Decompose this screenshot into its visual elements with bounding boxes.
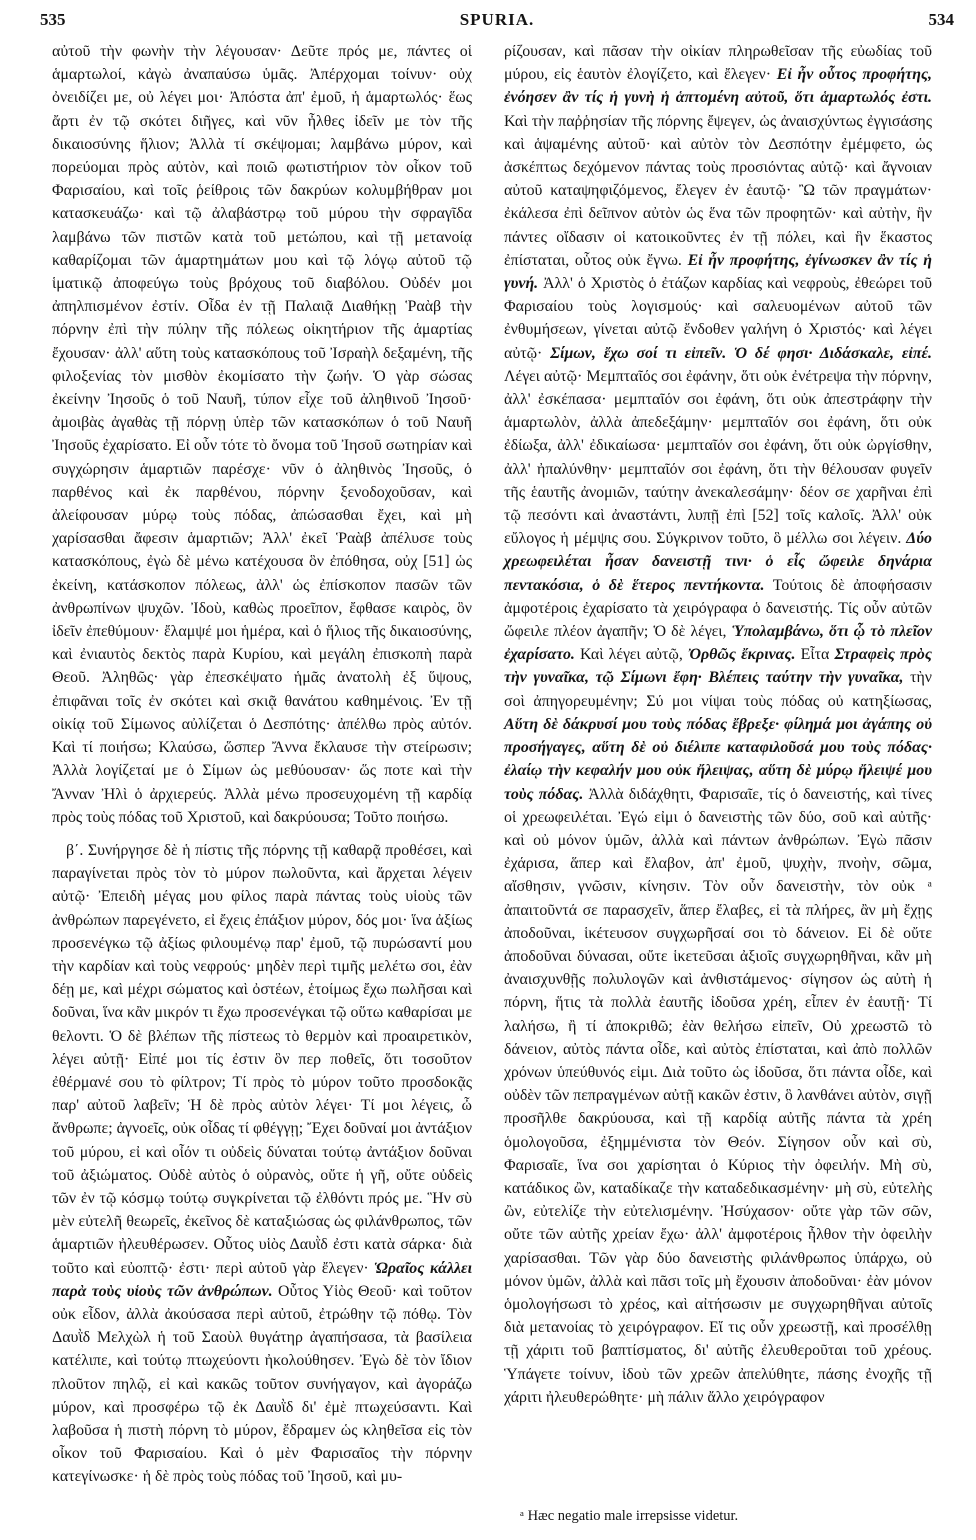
page-number-left: 535: [40, 10, 66, 29]
psalm-quote: Ὡραῖος κάλλει παρὰ τοὺς υἱοὺς τῶν ἀνθρώπων.: [52, 1259, 472, 1300]
left-column: [52, 40, 472, 1489]
text-run: ρίζουσαν, καὶ πᾶσαν τὴν οἰκίαν πληρωθεῖσαν τῆς εὐωδίας τοῦ μύρου, εἰς ἑαυτὸν ἐλογίζετο, καὶ ἔλεγεν·: [504, 43, 932, 84]
right-paragraph-1: [504, 40, 932, 1409]
text-run: Ἀλλὰ διδάχθητι, Φαρισαῖε, τίς ὁ δανειστής, καὶ τίνες οἱ χρεωφειλέται. Ἐγώ εἰμι ὁ δανειστὴς τῶν δύο, σοῦ καὶ αὐτῆς· καὶ οὐ μόνον ὑμῶν, ἀλλὰ καὶ πάντων ἀνθρώπων. Ἐγὼ πᾶσιν ἐχάρισα, ἅπερ καὶ ἔλαβον, ἀπ' ἐμοῦ, ψυχὴν, πνοὴν, σῶμα, αἴσθησιν, γνῶσιν, κίνησιν. Τὸν οὖν δανειστὴν, τὸν οὐκ ᵃ ἀπαιτοῦντά σε παρασχεῖν, ἅπερ ἔλαβες, εἰ τὰ πλήρες, ἂν μὴ ἔχῃς ἀποδοῦναι, ἱκέτευσον συγχωρῆσαί σοι τὸ δάνειον. Εἰ δὲ οὔτε ἀποδοῦναι δύνασαι, οὔτε ἱκετεῦσαι ἀξιοῖς συγχωρηθῆναι, κἂν μὴ ἀναισχυνθῇς πολυλογῶν καὶ ἀνθιστάμενος· σίγησον ὡς αὐτὴ ἡ πόρνη, ἥτις τὰ πολλὰ ἑαυτῆς ἰδοῦσα χρέη, εἶπεν ἐν ἑαυτῇ· Τί λαλήσω, ἢ τί ἀποκριθῶ; ἐὰν θελήσω εἰπεῖν, Οὐ χρεωστῶ τὸ δάνειον, αὐτὸς πάντα οἶδε, καὶ αὐτὸς ἐπίσταται, καὶ ἀπὸ πολλῶν χρόνων ὑπεύθυνός εἰμι. Διὰ τοῦτο ὡς ἰδοῦσα, ὅτι πάντα οἶδε, καὶ οὐδὲν τῶν πεπραγμένων αὐτῇ κακῶν ἐστιν, ὃ λανθάνει αὐτὸν, σιγῇ προσῆλθε δακρύουσα, καὶ τῇ καρδίᾳ αὐτῆς πάντα τὰ χρέη ὁμολογοῦσα, ἐξημμένιστα τὸν Θεόν. Σίγησον οὖν καὶ σὺ, Φαρισαῖε, ἵνα σοι χαρίσηται ὁ Κύριος τὴν ὀφειλήν. Μὴ σὺ, κατάδικος ὢν, καταδίκαζε τὴν καταδεδικασμένην· μὴ σὺ, εὐτελὴς ὢν, εὐτελίζε τὴν εὐτελισμένην. Ἠσύχασον· οὔτε γὰρ τῶν σῶν, οὔτε τῶν αὐτῆς χρείαν ἔχω· ἀλλ' ἀμφοτέροις ἦλθον τὴν ὀφειλὴν χαρίσασθαι. Τῶν γὰρ δύο δανειστὴς φιλάνθρωπος ὑπάρχω, οὐ μόνον ὑμῶν, ἀλλὰ καὶ πᾶσι τοῖς μὴ ἔχουσιν ἀποδοῦναι· ἐὰν μόνον ὁμολογήσωσι τὸ χρέος, καὶ αἰτήσωσιν με συγχωρηθῆναι αὐτοῖς διὰ μετανοίας τὸ χειρόγραφον. Εἴ τις οὖν χρεωστῇ, καὶ προσέλθῃ τῇ χάριτι τοῦ βαπτίσματος, δι' αὐτῆς ἐλευθεροῦται τοῦ χρέους. Ὑπάγετε τοίνυν, ἰδοὺ τῶν χρεῶν ἀπελύθητε, πάσης ἐνοχῆς τῇ χάριτι ἠλευθερώθητε· μὴ πάλιν ἄλλο χειρόγραφον: [504, 785, 932, 1406]
text-run: Καὶ τὴν παῤῥησίαν τῆς πόρνης ἔψεγεν, ὡς ἀναισχύντως ἐγγισάσης καὶ ἁψαμένης αὐτοῦ· καὶ αὐτὸν τὸν Δεσπότην ἐμέμφετο, ὡς ἀσκέπτως δεχόμενον πάντας τοὺς προσιόντας αὐτῷ· καὶ ἄγνοιαν αὐτοῦ καταψηφιζόμενος, ἔλεγεν ἐν ἑαυτῷ· Ὢ τῶν πραγμάτων· ἐκάλεσα ἐπὶ δεῖπνον αὐτὸν ὡς ἕνα τῶν προφητῶν· καὶ αὐτὴν, ἣν πάντες οἴδασιν οἱ κατοικοῦντες ἐν τῇ πόλει, καὶ ἣν ἕκαστος ἐπίσταται, οὗτος οὐκ ἔγνω.: [504, 112, 932, 269]
left-paragraph-1: αὐτοῦ τὴν φωνὴν τὴν λέγουσαν· Δεῦτε πρός με, πάντες οἱ ἁμαρτωλοί, κἀγὼ ἀναπαύσω ὑμᾶς. Ἀπέρχομαι τοίνυν· οὐχ ὀνειδίζει με, οὐ λέγει μοι· Ἀπόστα ἀπ' ἐμοῦ, ἡ ἁμαρτωλός· ἕως ἄρτι ἐν τῷ σκότει διῆγες, καὶ νῦν ἦλθες ἰδεῖν με τὸν τῆς δικαιοσύνης ἥλιον; Ἀλλὰ τί σκέψομαι; λαμβάνω μύρον, καὶ πορεύομαι πρὸς αὐτὸν, καὶ ποιῶ φωτιστήριον τὸν οἶκον τοῦ Φαρισαίου, καὶ τοῖς ῥείθροις τῶν δακρύων κολυμβήθραν μοι κατασκευάζω· καὶ τῷ ἀλαβάστρῳ τοῦ μύρου τὴν σφραγῖδα λαμβάνω τῶν πιστῶν κατὰ τοῦ μετώπου, καὶ τῇ μετανοίᾳ καθαρίζομαι τῶν ἁμαρτημάτων μου καὶ τῷ λόγῳ αὐτοῦ τῷ ἱματικῷ ἀποφεύγω τοὺς βρόχους τοῦ διαβόλου. Οὐδέν μοι ἀπηλπισμένον ἐστίν. Οἶδα ἐν τῇ Παλαιᾷ Διαθήκῃ Ῥαὰβ τὴν πόρνην ἐπὶ τὴν πύλην τῆς πόλεως οἰκητήριον τῆς ἁμαρτίας ἔχουσαν· ἀλλ' αὕτη τοὺς κατασκόπους τοῦ Ἰσραὴλ δεξαμένη, τῆς φιλοξενίας τὸν μισθὸν ἐκομίσατο τὴν ζωήν. Ὁ γὰρ σώσας ἐκείνην Ἰησοῦς ὁ τοῦ Ναυῆ, τύπον εἶχε τοῦ ἀληθινοῦ Ἰησοῦ· ἀμοιβὰς ἀγαθὰς τῇ πόρνῃ ὑπὲρ τῶν κατασκόπων ὁ τοῦ Ναυῆ Ἰησοῦς ἐχαρίσατο. Εἰ οὖν τότε τὸ ὄνομα τοῦ Ἰησοῦ σωτηρίαν καὶ συγχώρησιν ἁμαρτιῶν παρέσχε· νῦν ὁ ἀληθινὸς Ἰησοῦς, ὁ παρθένος καὶ ἐκ παρθένου, πόρνην ξενοδοχοῦσαν, καὶ ἀλείφουσαν μύρῳ τοὺς πόδας, ἀπώσασθαι ἔχει, καὶ μὴ χαρίσασθαι ἄφεσιν ἁμαρτιῶν; Ἀλλ' ἐκεῖ Ῥαὰβ ἀπέλυσε τοὺς κατασκόπους, ἐγὼ δὲ μένω κατέχουσα ὃν ἐπόθησα, οὐχ [51] ὡς ἐκείνη, κατάσκοπον πόλεως, ἀλλ' ὡς ἐπίσκοπον πασῶν τῶν ἀνθρωπίνων ψυχῶν. Ἰδοὺ, καθὼς προεῖπον, ἔφθασε καιρὸς, ὃν ἰδεῖν ἐπεθύμουν· ἔλαμψέ μοι ἡμέρα, καὶ ὁ ἥλιος τῆς δικαιοσύνης, καὶ ἐνιαυτὸς δεκτὸς παρὰ Κυρίου, καὶ μεγάλη ἐπισκοπὴ παρὰ Θεοῦ. Ἀληθῶς· γὰρ ἐπεσκέψατο ἡμᾶς ἀνατολὴ ἐξ ὕψους, ἐπιφᾶναι τοῖς ἐν σκότει καὶ σκιᾷ θανάτου καθημένοις. Ἐν τῇ οἰκίᾳ τοῦ Σίμωνος αὐλίζεται ὁ Δεσπότης· ἀπέλθω πρὸς αὐτόν. Καὶ τί ποιήσω; Κλαύσω, ὥσπερ Ἄννα ἔκλαυσε τὴν στείρωσιν; Ἀλλὰ λογίζεταί με ὁ Σίμων ὡς μεθύουσαν· ὥς ποτε καὶ τὴν Ἄνναν Ἠλὶ ὁ ἀρχιερεύς. Ἀλλὰ μένω προσευχομένη τῇ καρδίᾳ πρὸς τοὺς πόδας τοῦ Χριστοῦ, καὶ δακρύουσα; Τοῦτο ποιήσω.: [52, 43, 472, 826]
running-title: SPURIA.: [459, 10, 535, 29]
footnote: ᵃ Hæc negatio male irrepsisse videtur.: [520, 1508, 739, 1524]
text-run: Εἶτα: [800, 646, 830, 664]
text-run: Καὶ λέγει αὐτῷ,: [580, 646, 683, 664]
gospel-quote: Εἰ ἦν οὗτος προφήτης, ἐνόησεν ἂν τίς ἡ γυνὴ ἡ ἁπτομένη αὐτοῦ, ὅτι ἁμαρτωλός ἐστι.: [504, 66, 933, 107]
gospel-quote: Ὑπολαμβάνω, ὅτι ᾧ τὸ πλεῖον ἐχαρίσατο.: [504, 623, 932, 664]
right-column: [504, 40, 932, 1409]
page-number-right: 534: [928, 10, 954, 29]
gospel-quote: Εἰ ἦν προφήτης, ἐγίνωσκεν ἂν τίς ἡ γυνή.: [504, 251, 932, 293]
gospel-quote: Σίμων, ἔχω σοί τι εἰπεῖν. Ὁ δέ φησι· Διδάσκαλε, εἰπέ.: [550, 344, 932, 362]
text-run: Ἀλλ' ὁ Χριστὸς ὁ ἐτάζων καρδίας καὶ νεφροὺς, ἐθεώρει τοῦ Φαρισαίου τοὺς λογισμούς· καὶ σαλευομένων αὐτοῦ τῶν ἐνθυμήσεων, γίνεται αὐτῷ ἔνδοθεν γαλήνη ὁ Χριστός· καὶ λέγει αὐτῷ·: [504, 275, 932, 362]
gospel-quote: Στραφεὶς πρὸς τὴν γυναῖκα, τῷ Σίμωνι ἔφη· Βλέπεις ταύτην τὴν γυναῖκα,: [504, 646, 932, 687]
gospel-quote: Δύο χρεωφειλέται ἦσαν δανειστῇ τινι· ὁ εἷς ὤφειλε δηνάρια πεντακόσια, ὁ δὲ ἕτερος πεντήκοντα.: [504, 530, 932, 594]
running-header: [40, 6, 954, 36]
gospel-quote: Ὀρθῶς ἔκρινας.: [687, 646, 796, 664]
left-paragraph-2-tail: Οὗτος Υἱὸς Θεοῦ· καὶ τοῦτον οὐκ εἶδον, ἀλλὰ ἀκούσασα περὶ αὐτοῦ, ἐτρώθην τῷ πόθῳ. Τὸν Δαυῒδ Μελχὼλ ἡ τοῦ Σαοὺλ θυγάτηρ ἀγαπήσασα, τὰ βασίλεια κατέλιπε, καὶ τούτῳ πτωχεύοντι ἠκολούθησεν. Ἐγὼ δὲ τὸν ἴδιον πλοῦτον πηλῷ, εἰ καὶ κακῶς τοῦτον συνήγαγον, καὶ ἀγοράζω μύρον, καὶ προσφέρω τῷ ἐκ Δαυῒδ δι' ἐμὲ πτωχεύσαντι. Καὶ λαβοῦσα ἡ πιστὴ πόρνη τὸ μύρον, ἔδραμεν ὡς κληθεῖσα εἰς τὸν οἶκον τοῦ Φαρισαίου. Καὶ ὁ μὲν Φαρισαῖος τὴν πόρνην κατεγίνωσκε· ἡ δὲ πρὸς τοὺς πόδας τοῦ Ἰησοῦ, καὶ μυ-: [52, 1282, 472, 1486]
left-paragraph-2-text: β΄. Συνήργησε δὲ ἡ πίστις τῆς πόρνης τῇ καθαρᾷ προθέσει, καὶ παραγίνεται πρὸς τὸν τὸ μύρον πωλοῦντα, καὶ ἄρχεται λέγειν αὐτῷ· Ἐπειδὴ μέγας μου φίλος παρὰ πάντας τοὺς υἱοὺς τῶν ἀνθρώπων παρεγένετο, εἰ ἔχεις ἐπάξιον μύρον, δός μοι· ἵνα ἀξίως προσενέγκω τῷ ἀξίως φιλουμένῳ παρ' ἐμοῦ, τῷ πυρώσαντί μου τὴν καρδίαν καὶ τοὺς νεφρούς· μηδὲν περὶ τιμῆς μελέτω σοι, ἐὰν δέῃ με, καὶ μέχρι σώματος καὶ ὀστέων, ἑτοίμως ἔχω πωλῆσαι καὶ δοῦναι, ἵνα κἂν μικρόν τι ἔχω προσενέγκαι τῷ οὕτω καθαρίσαι με θελοντι. Ὁ δὲ βλέπων τῆς πίστεως τὸ θερμὸν καὶ προαιρετικὸν, λέγει αὐτῇ· Εἰπέ μοι τίς ἐστιν ὃν περ ποθεῖς, ὅτι τοσοῦτον ἐθέρμανέ σου τὸ φίλτρον; Τί πρὸς τὸ μύρον τοῦτο προσδοκᾷς παρ' αὐτοῦ λαβεῖν; Ἡ δὲ πρὸς αὐτὸν λέγει· Τί μοι λέγεις, ὦ ἄνθρωπε; ἀγνοεῖς, οὐκ οἶδας τί φθέγγῃ; Ἔχει δοῦναί μοι ἀντάξιον τοῦ μύρου, εἰ καὶ οἶόν τι οὐδεὶς δύναται τούτῳ ἀντάξιον δοῦναι τοῦ ἀξιώματος. Οὐδὲ αὐτὸς ὁ οὐρανὸς, οὔτε ἡ γῆ, οὔτε οὐδεὶς τῶν ἐν τῷ κόσμῳ τούτῳ συγκρίνεται τῷ ἐλθόντι πρός με. Ἣν σὺ μὲν εὐτελῆ θεωρεῖς, ἐκεῖνος δὲ καταξιώσας ὡς φιλάνθρωπος, τῶν ἁμαρτιῶν ἠλευθέρωσεν. Οὗτος υἱὸς Δαυῒδ ἐστι κατὰ σάρκα· διὰ τοῦτο καὶ εὐοπτῷ· ἐστι· περὶ αὐτοῦ γὰρ ἔλεγεν·: [52, 841, 473, 1277]
gospel-quote: Αὕτη δὲ δάκρυσί μου τοὺς πόδας ἔβρεξε· φίλημά μοι ἀγάπης οὐ προσήγαγες, αὕτη δὲ οὐ διέλιπε καταφιλοῦσά μου τοὺς πόδας· ἐλαίῳ τὴν κεφαλήν μου οὐκ ἤλειψας, αὕτη δὲ μύρῳ ἤλειψέ μου τοὺς πόδας.: [504, 715, 932, 803]
left-paragraph-2: [52, 839, 472, 1489]
text-run: Τούτοις δὲ ἀποφήσασιν ἀμφοτέροις ἐχαρίσατο τὰ χειρόγραφα ὁ δανειστής. Τίς οὖν αὐτῶν ὤφειλε πλέον ἀγαπῆν; Ὁ δὲ λέγει,: [504, 576, 932, 641]
text-run: Λέγει αὐτῷ· Μεμπταῖός σοι ἐφάνην, ὅτι οὐκ ἐνέτρεψα τὴν πόρνην, ἀλλ' ἐσκέπασα· μεμπταῖόν σοι ἐφάνη, ὅτι οὐκ ἀπεστράφην τὴν ἁμαρτωλὸν, ἀλλὰ ἀπεδεξάμην· μεμπταῖόν σοι ἐφάνη, ὅτι οὐκ ἐδίωξα, ἀλλ' ἐδικαίωσα· μεμπταῖόν σοι ἐφάνη, ὅτι οὐκ ὠργίσθην, ἀλλ' ἠπαλύνθην· μεμπταῖόν σοι ἐφάνη, ὅτι τὴν θέλουσαν φυγεῖν τῆς ἑαυτῆς ἀνομιῶν, ταύτην ἀνεκαλεσάμην· δέον σε χαρῆναι ἐπὶ τῷ πεσόντι καὶ ἀναστάντι, λυπῇ ἐπὶ [52] τοῖς καλοῖς. Ἀλλ' οὐκ εὔλογος ἡ μέμψις σου. Σύγκρινον τοῦτο, ὃ μέλλω σοι λέγειν.: [504, 367, 932, 548]
text-run: τὴν σοὶ ἀπηγορευμένην; Σύ μοι νίψαι τοὺς πόδας οὐ κατηξίωσας,: [504, 669, 932, 710]
